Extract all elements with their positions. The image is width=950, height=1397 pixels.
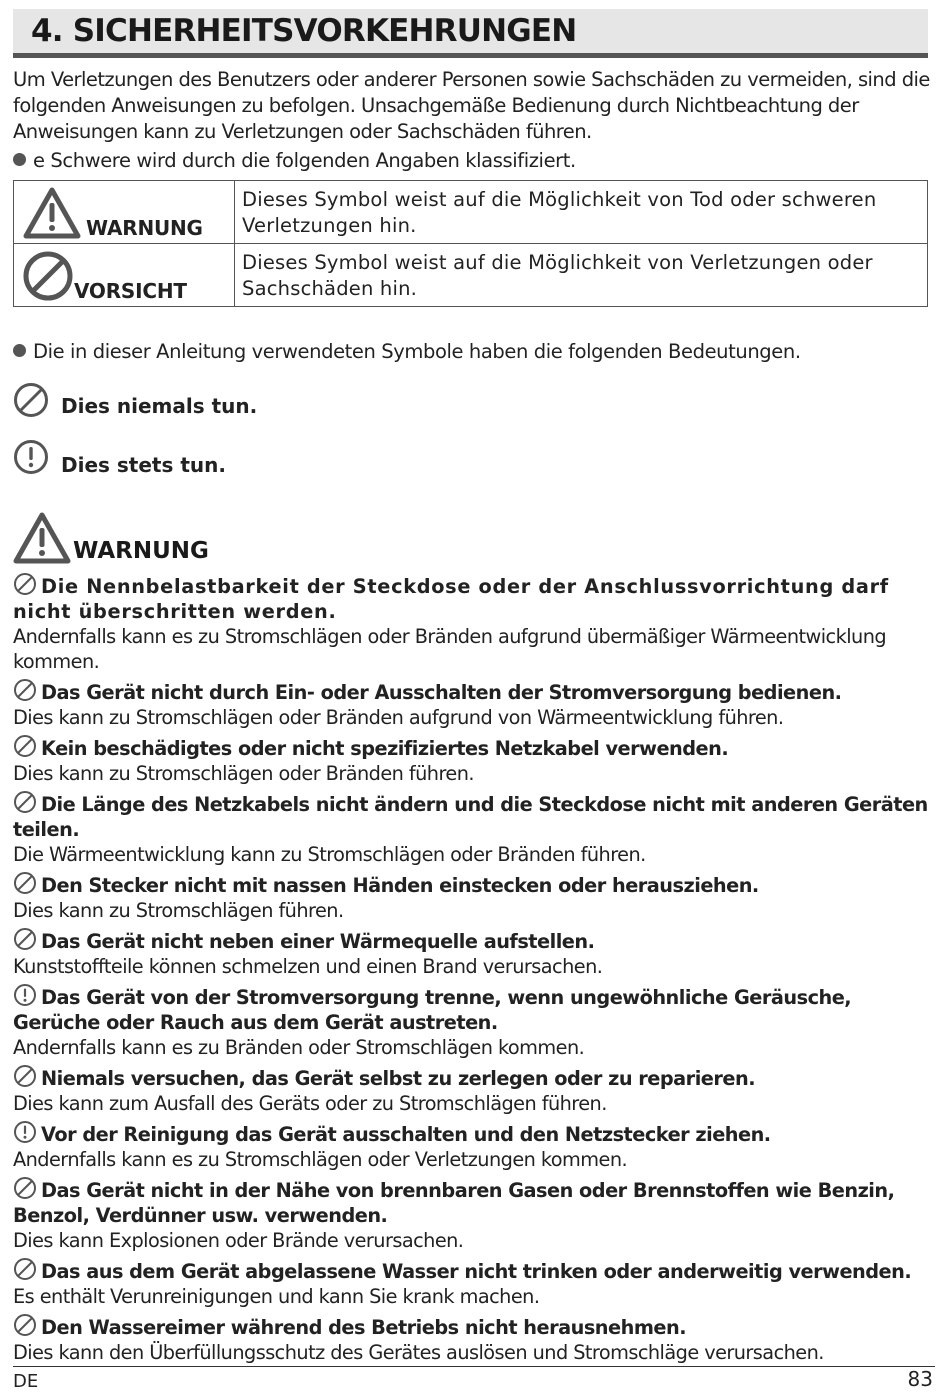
list-item	[13, 1176, 935, 1253]
severity-table	[13, 180, 928, 307]
item-title: Den Stecker nicht mit nassen Händen einstecken oder herausziehen.	[41, 874, 759, 897]
list-item	[13, 790, 935, 867]
warning-description: Dieses Symbol weist auf die Möglichkeit von Tod oder schweren Verletzungen hin.	[235, 181, 928, 244]
item-title: Das Gerät von der Stromversorgung trenne, wenn ungewöhnliche Geräusche, Gerüche oder Rauch aus dem Gerät austreten.	[13, 986, 852, 1034]
symbol-never-row	[13, 382, 413, 418]
list-item	[13, 1064, 935, 1116]
severity-label-cell	[14, 181, 235, 244]
item-text: Dies kann den Überfüllungsschutz des Gerätes auslösen und Stromschläge verursachen.	[13, 1341, 824, 1364]
item-text: Dies kann Explosionen oder Brände verursachen.	[13, 1229, 464, 1252]
severity-row-caution	[14, 244, 928, 307]
prohibition-icon	[22, 250, 74, 302]
item-title: Den Wassereimer während des Betriebs nicht herausnehmen.	[41, 1316, 687, 1339]
severity-row-warning	[14, 181, 928, 244]
item-text: Andernfalls kann es zu Bränden oder Stromschlägen kommen.	[13, 1036, 585, 1059]
section-title: 4. SICHERHEITSVORKEHRUNGEN	[31, 13, 577, 49]
section-header	[13, 9, 928, 58]
item-text: Kunststoffteile können schmelzen und einen Brand verursachen.	[13, 955, 603, 978]
severity-label-cell	[14, 244, 235, 307]
intro-paragraph: Um Verletzungen des Benutzers oder anderer Personen sowie Sachschäden zu vermeiden, sind die folgenden Anweisungen zu befolgen. Unsachgemäße Bedienung durch Nichtbeachtung der Anweisungen kann zu Verletzungen oder Sachschäden führen.	[13, 68, 930, 143]
caution-label: VORSICHT	[74, 279, 187, 303]
item-text: Dies kann zu Stromschlägen oder Bränden führen.	[13, 762, 474, 785]
list-item	[13, 1313, 935, 1365]
list-item	[13, 1257, 935, 1309]
warning-heading-text: WARNUNG	[73, 538, 209, 564]
item-title: Die Länge des Netzkabels nicht ändern und die Steckdose nicht mit anderen Geräten teilen.	[13, 793, 928, 841]
footer-divider	[13, 1366, 935, 1367]
item-text: Dies kann zu Stromschlägen oder Bränden aufgrund von Wärmeentwicklung führen.	[13, 706, 784, 729]
warning-list	[13, 572, 935, 1369]
prohibition-icon	[13, 572, 37, 596]
item-title: Kein beschädigtes oder nicht spezifiziertes Netzkabel verwenden.	[41, 737, 729, 760]
item-title: Das Gerät nicht durch Ein- oder Ausschalten der Stromversorgung bedienen.	[41, 681, 842, 704]
list-item	[13, 1120, 935, 1172]
symbols-bullet-text: Die in dieser Anleitung verwendeten Symbole haben die folgenden Bedeutungen.	[33, 340, 801, 363]
item-title: Vor der Reinigung das Gerät ausschalten und den Netzstecker ziehen.	[41, 1123, 771, 1146]
prohibition-icon	[13, 1176, 37, 1200]
item-text: Die Wärmeentwicklung kann zu Stromschlägen oder Bränden führen.	[13, 843, 646, 866]
prohibition-icon	[13, 1257, 37, 1281]
list-item	[13, 572, 935, 674]
item-text: Dies kann zu Stromschlägen führen.	[13, 899, 344, 922]
item-title: Die Nennbelastbarkeit der Steckdose oder der Anschlussvorrichtung darf nicht überschritten werden.	[13, 575, 889, 623]
footer-language: DE	[13, 1371, 39, 1392]
item-text: Andernfalls kann es zu Stromschlägen oder Bränden aufgrund übermäßiger Wärmeentwicklung kommen.	[13, 625, 887, 673]
list-item	[13, 734, 935, 786]
warning-triangle-icon	[13, 512, 71, 564]
list-item	[13, 678, 935, 730]
item-text: Es enthält Verunreinigungen und kann Sie krank machen.	[13, 1285, 540, 1308]
item-title: Das Gerät nicht neben einer Wärmequelle aufstellen.	[41, 930, 595, 953]
item-title: Das aus dem Gerät abgelassene Wasser nicht trinken oder anderweitig verwenden.	[41, 1260, 912, 1283]
prohibition-icon	[13, 678, 37, 702]
page-number: 83	[907, 1367, 933, 1391]
severity-bullet	[13, 148, 938, 174]
severity-bullet-text: e Schwere wird durch die folgenden Angaben klassifiziert.	[33, 149, 576, 172]
bullet-dot-icon	[13, 344, 26, 357]
warning-triangle-icon	[23, 187, 81, 239]
prohibition-icon	[13, 927, 37, 951]
bullet-dot-icon	[13, 153, 26, 166]
item-text: Andernfalls kann es zu Stromschlägen oder Verletzungen kommen.	[13, 1148, 628, 1171]
mandatory-icon	[13, 983, 37, 1007]
symbol-always-row	[13, 439, 413, 475]
item-title: Das Gerät nicht in der Nähe von brennbaren Gasen oder Brennstoffen wie Benzin, Benzol, Verdünner usw. verwenden.	[13, 1179, 895, 1227]
warning-label: WARNUNG	[86, 216, 203, 240]
symbol-always-text: Dies stets tun.	[61, 453, 226, 477]
item-title: Niemals versuchen, das Gerät selbst zu zerlegen oder zu reparieren.	[41, 1067, 756, 1090]
caution-description: Dieses Symbol weist auf die Möglichkeit von Verletzungen oder Sachschäden hin.	[235, 244, 928, 307]
mandatory-icon	[13, 1120, 37, 1144]
prohibition-icon	[13, 734, 37, 758]
list-item	[13, 983, 935, 1060]
prohibition-icon	[13, 382, 49, 418]
list-item	[13, 927, 935, 979]
prohibition-icon	[13, 871, 37, 895]
mandatory-icon	[13, 439, 49, 475]
symbol-never-text: Dies niemals tun.	[61, 394, 258, 418]
prohibition-icon	[13, 790, 37, 814]
prohibition-icon	[13, 1313, 37, 1337]
warning-heading	[13, 512, 413, 568]
item-text: Dies kann zum Ausfall des Geräts oder zu Stromschlägen führen.	[13, 1092, 607, 1115]
symbols-bullet	[13, 339, 938, 365]
prohibition-icon	[13, 1064, 37, 1088]
list-item	[13, 871, 935, 923]
